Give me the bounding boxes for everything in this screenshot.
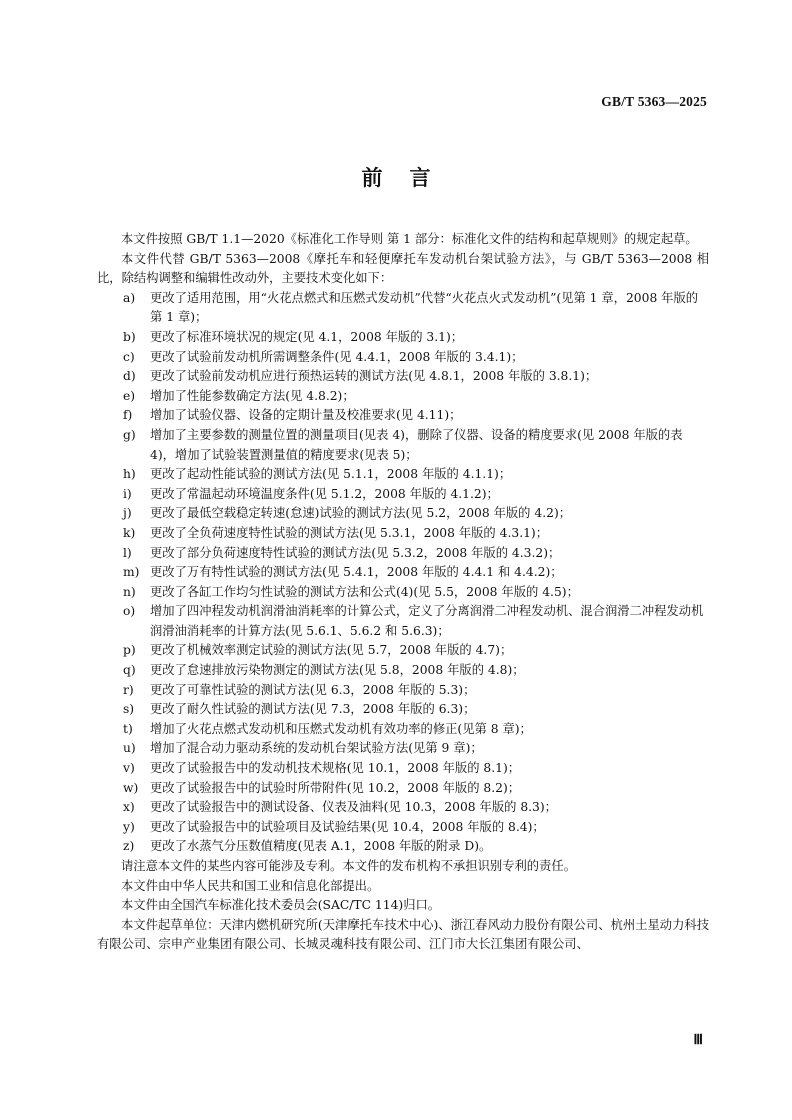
proposer-statement: 本文件由中华人民共和国工业和信息化部提出。 bbox=[121, 878, 380, 893]
change-text: 增加了四冲程发动机润滑油消耗率的计算公式，定义了分离润滑二冲程发动机、混合润滑二冲程发动机润滑油消耗率的计算方法(见 5.6.1、5.6.2 和 5.6.3)； bbox=[150, 604, 704, 638]
change-text: 更改了万有特性试验的测试方法(见 5.4.1，2008 年版的 4.4.1 和 4.4.2)； bbox=[150, 565, 563, 580]
change-text: 更改了常温起动环境温度条件(见 5.1.2，2008 年版的 4.1.2)； bbox=[150, 486, 499, 501]
list-marker: g) bbox=[123, 427, 136, 442]
change-text: 更改了最低空载稳定转速(怠速)试验的测试方法(见 5.2，2008 年版的 4.2)； bbox=[150, 506, 572, 521]
change-item bbox=[97, 524, 709, 544]
change-item bbox=[97, 367, 709, 387]
change-item bbox=[97, 544, 709, 564]
list-marker: j) bbox=[123, 506, 132, 521]
change-text: 增加了主要参数的测量位置的测量项目(见表 4)，删除了仪器、设备的精度要求(见 2008 年版的表 4)，增加了试验装置测量值的精度要求(见表 5)； bbox=[150, 427, 683, 462]
change-item bbox=[97, 759, 709, 779]
list-marker: v) bbox=[123, 761, 135, 776]
list-marker: x) bbox=[123, 800, 135, 815]
change-text: 增加了试验仪器、设备的定期计量及校准要求(见 4.11)； bbox=[150, 408, 462, 423]
change-item bbox=[97, 485, 709, 505]
list-marker: f) bbox=[123, 408, 133, 423]
change-text: 更改了适用范围，用“火花点燃式和压燃式发动机”代替“火花点火式发动机”(见第 1 章，2008 年版的第 1 章)； bbox=[150, 290, 699, 325]
change-text: 更改了试验报告中的试验项目及试验结果(见 10.4，2008 年版的 8.4)； bbox=[150, 819, 545, 834]
change-item bbox=[97, 406, 709, 426]
change-text: 更改了怠速排放污染物测定的测试方法(见 5.8，2008 年版的 4.8)； bbox=[150, 663, 525, 678]
change-item bbox=[97, 798, 709, 818]
list-marker: y) bbox=[123, 819, 135, 834]
change-item bbox=[97, 504, 709, 524]
list-marker: t) bbox=[123, 721, 133, 736]
change-text: 更改了试验前发动机所需调整条件(见 4.4.1，2008 年版的 3.4.1)； bbox=[150, 349, 524, 364]
document-id: GB/T 5363—2025 bbox=[601, 94, 707, 109]
list-marker: w) bbox=[123, 780, 139, 795]
document-body bbox=[97, 230, 709, 955]
change-text: 更改了部分负荷速度特性试验的测试方法(见 5.3.2，2008 年版的 4.3.2)； bbox=[150, 545, 561, 560]
intro-paragraph: 本文件代替 GB/T 5363—2008《摩托车和轻便摩托车发动机台架试验方法》，与 GB/T 5363—2008 相比，除结构调整和编辑性改动外，主要技术变化如下： bbox=[97, 251, 709, 286]
list-marker: b) bbox=[123, 329, 136, 344]
list-marker: l) bbox=[123, 545, 132, 560]
change-text: 更改了起动性能试验的测试方法(见 5.1.1，2008 年版的 4.1.1)； bbox=[150, 467, 512, 482]
changes-list bbox=[97, 289, 709, 857]
change-text: 更改了机械效率测定试验的测试方法(见 5.7，2008 年版的 4.7)； bbox=[150, 643, 513, 658]
governing-committee: 本文件由全国汽车标准化技术委员会(SAC/TC 114)归口。 bbox=[121, 898, 441, 913]
list-marker: s) bbox=[123, 702, 135, 717]
change-item bbox=[97, 700, 709, 720]
intro-paragraph: 本文件按照 GB/T 1.1—2020《标准化工作导则 第 1 部分：标准化文件的结构和起草规则》的规定起草。 bbox=[121, 232, 698, 246]
page-title: 前言 bbox=[361, 166, 458, 190]
list-marker: i) bbox=[123, 486, 132, 501]
change-item bbox=[97, 837, 709, 857]
change-text: 更改了可靠性试验的测试方法(见 6.3，2008 年版的 5.3)； bbox=[150, 682, 476, 697]
drafting-units: 本文件起草单位：天津内燃机研究所(天津摩托车技术中心)、浙江春风动力股份有限公司、杭州土星动力科技有限公司、宗申产业集团有限公司、长城灵魂科技有限公司、江门市大长江集团有限公司、 bbox=[97, 917, 709, 952]
change-text: 更改了全负荷速度特性试验的测试方法(见 5.3.1，2008 年版的 4.3.1)； bbox=[150, 525, 549, 540]
change-item bbox=[97, 387, 709, 407]
change-item bbox=[97, 818, 709, 838]
list-marker: h) bbox=[123, 467, 136, 482]
change-text: 更改了水蒸气分压数值精度(见表 A.1，2008 年版的附录 D)。 bbox=[150, 839, 492, 854]
change-item bbox=[97, 661, 709, 681]
list-marker: n) bbox=[123, 584, 136, 599]
list-marker: o) bbox=[123, 604, 136, 619]
change-item bbox=[97, 289, 709, 328]
change-item bbox=[97, 602, 709, 641]
change-item bbox=[97, 465, 709, 485]
list-marker: p) bbox=[123, 643, 136, 658]
change-text: 更改了耐久性试验的测试方法(见 7.3，2008 年版的 6.3)； bbox=[150, 702, 476, 717]
list-marker: q) bbox=[123, 663, 136, 678]
change-item bbox=[97, 739, 709, 759]
change-text: 增加了性能参数确定方法(见 4.8.2)； bbox=[150, 388, 355, 403]
change-item bbox=[97, 641, 709, 661]
page-number: Ⅲ bbox=[693, 1033, 703, 1048]
patent-notice: 请注意本文件的某些内容可能涉及专利。本文件的发布机构不承担识别专利的责任。 bbox=[121, 859, 576, 873]
list-marker: z) bbox=[123, 839, 135, 854]
list-marker: d) bbox=[123, 369, 136, 384]
change-text: 更改了各缸工作均匀性试验的测试方法和公式(4)(见 5.5，2008 年版的 4.5)； bbox=[150, 584, 579, 599]
change-item bbox=[97, 720, 709, 740]
list-marker: u) bbox=[123, 741, 136, 756]
list-marker: a) bbox=[123, 290, 136, 305]
change-text: 增加了混合动力驱动系统的发动机台架试验方法(见第 9 章)； bbox=[150, 741, 483, 756]
change-text: 增加了火花点燃式发动机和压燃式发动机有效功率的修正(见第 8 章)； bbox=[150, 721, 532, 736]
list-marker: k) bbox=[123, 525, 136, 540]
change-item bbox=[97, 681, 709, 701]
change-item bbox=[97, 583, 709, 603]
change-text: 更改了试验报告中的发动机技术规格(见 10.1，2008 年版的 8.1)； bbox=[150, 761, 521, 776]
change-text: 更改了试验前发动机应进行预热运转的测试方法(见 4.8.1，2008 年版的 3.8.1)； bbox=[150, 369, 598, 384]
change-item bbox=[97, 348, 709, 368]
list-marker: m) bbox=[123, 565, 140, 580]
change-item bbox=[97, 426, 709, 465]
change-item bbox=[97, 563, 709, 583]
list-marker: c) bbox=[123, 349, 135, 364]
change-text: 更改了标准环境状况的规定(见 4.1，2008 年版的 3.1)； bbox=[150, 329, 464, 344]
change-text: 更改了试验报告中的试验时所带附件(见 10.2，2008 年版的 8.2)； bbox=[150, 780, 521, 795]
change-text: 更改了试验报告中的测试设备、仪表及油料(见 10.3，2008 年版的 8.3)； bbox=[150, 800, 557, 815]
change-item bbox=[97, 779, 709, 799]
change-item bbox=[97, 328, 709, 348]
list-marker: e) bbox=[123, 388, 136, 403]
list-marker: r) bbox=[123, 682, 134, 697]
